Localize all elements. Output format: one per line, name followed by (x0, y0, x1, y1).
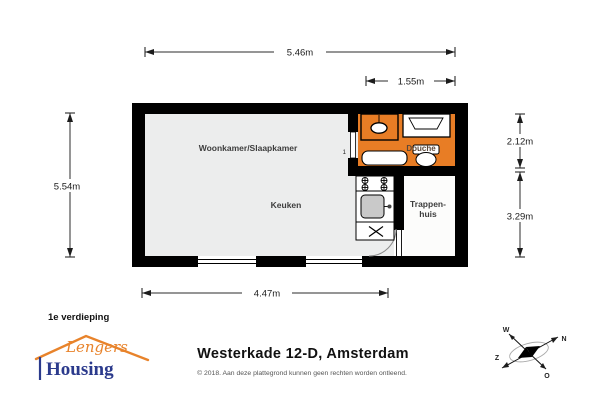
logo-brand-script: Lengers (66, 338, 128, 356)
dimension-bathroom-height (497, 114, 543, 168)
dimension-label: 3.29m (506, 211, 534, 223)
dimension-living-width (142, 286, 388, 300)
compass-west-label: W (502, 327, 510, 334)
window (306, 256, 362, 267)
copyright-disclaimer: © 2018. Aan deze plattegrond kunnen geen rechten worden ontleend. (197, 370, 407, 377)
dimension-label: 5.46m (286, 47, 314, 59)
dimension-overall-width (145, 45, 455, 59)
door-marker-label: 1 (342, 150, 346, 156)
logo-brand-main: Housing (46, 359, 114, 380)
kitchen-sink-icon (356, 191, 394, 222)
bath-icon (362, 151, 407, 165)
dimension-overall-height (42, 113, 92, 257)
dimension-stairwell-height (497, 172, 543, 257)
dimension-label: 2.12m (506, 136, 534, 148)
wall-kitchen-stairwell (394, 176, 404, 230)
compass-north-label: N (561, 336, 567, 343)
compass-south-label: Z (494, 355, 500, 362)
room-label-living: Woonkamer/Slaapkamer (198, 143, 298, 153)
room-label-stairwell: huis (419, 209, 437, 219)
dimension-label: 5.54m (53, 181, 81, 193)
dimension-label: 1.55m (397, 76, 425, 88)
compass-east-label: O (544, 373, 550, 380)
stove-icon (356, 176, 394, 191)
wall-living-bathroom-upper (348, 114, 358, 132)
compass-rose (495, 327, 567, 380)
page-title: Westerkade 12-D, Amsterdam (197, 346, 409, 362)
floor-label: 1e verdieping (48, 312, 110, 323)
dimension-bathroom-width (366, 74, 455, 88)
boiler-icon (356, 222, 394, 240)
wall-bathroom-bottom (348, 166, 455, 176)
room-label-stairwell: Trappen- (410, 199, 446, 209)
room-label-shower: Douche (406, 144, 436, 153)
window (198, 256, 256, 267)
dimension-label: 4.47m (253, 288, 281, 300)
shower-tray-icon (403, 114, 450, 137)
room-label-kitchen: Keuken (270, 200, 302, 210)
floorplan (132, 103, 468, 267)
washbasin-icon (361, 114, 398, 140)
bathroom-door-leaf (351, 132, 356, 158)
agency-logo (36, 336, 148, 380)
